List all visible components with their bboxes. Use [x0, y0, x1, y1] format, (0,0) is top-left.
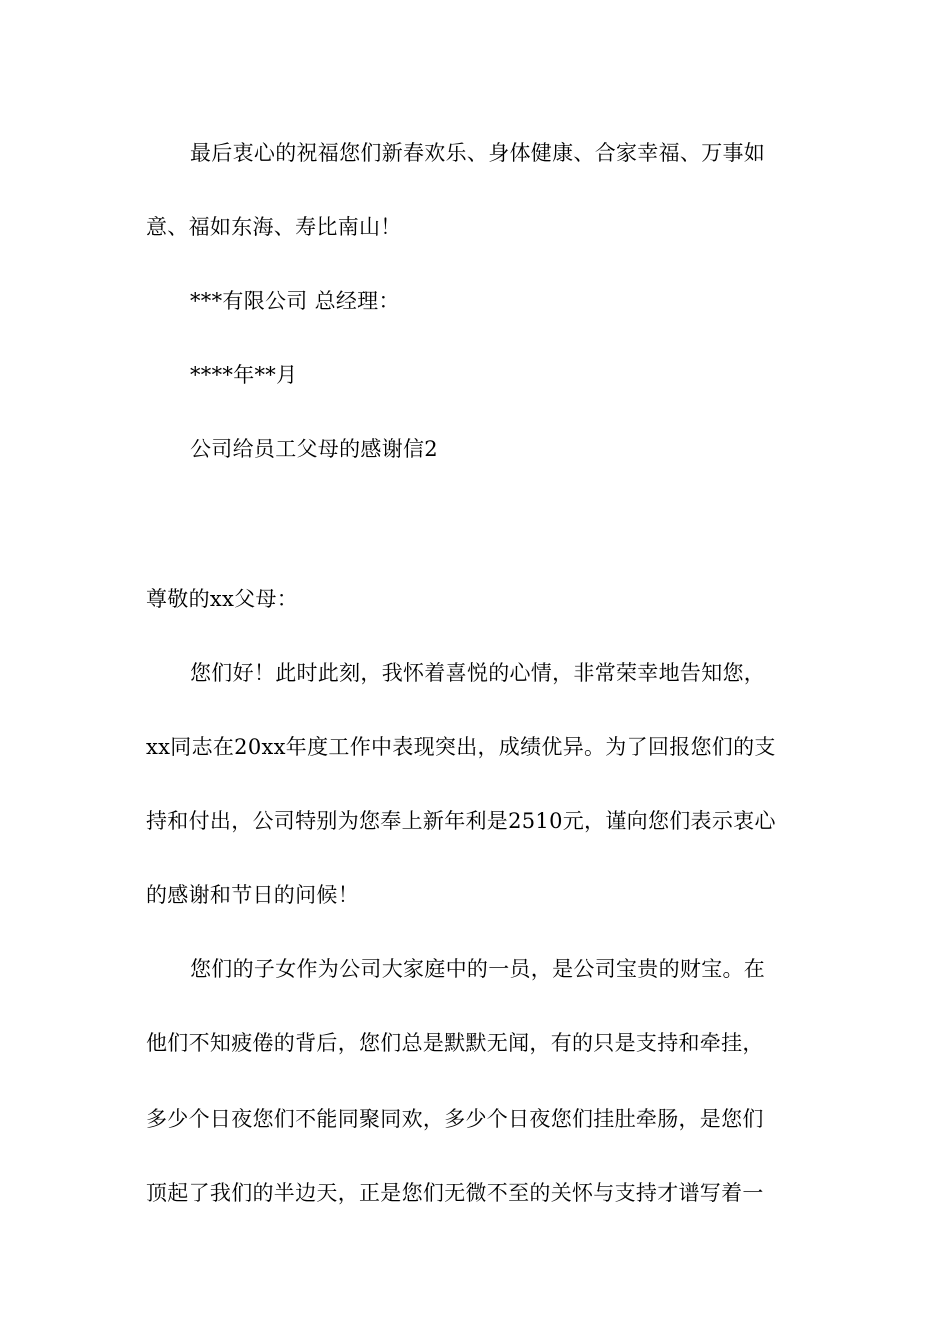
paragraph-line: 的感谢和节日的问候！: [146, 883, 359, 907]
paragraph-line: 持和付出，公司特别为您奉上新年利是2510元，谨向您们表示衷心: [146, 809, 776, 833]
signature-date: ****年**月: [190, 363, 298, 387]
paragraph-line: 最后衷心的祝福您们新春欢乐、身体健康、合家幸福、万事如: [190, 141, 766, 165]
paragraph-line: 您们的子女作为公司大家庭中的一员，是公司宝贵的财宝。在: [190, 957, 766, 981]
paragraph-line: xx同志在20xx年度工作中表现突出，成绩优异。为了回报您们的支: [146, 735, 776, 759]
paragraph-line: 他们不知疲倦的背后，您们总是默默无闻，有的只是支持和牵挂，: [146, 1031, 764, 1055]
paragraph-line: 多少个日夜您们不能同聚同欢，多少个日夜您们挂肚牵肠，是您们: [146, 1107, 764, 1131]
signature-company: ***有限公司 总经理：: [190, 289, 400, 313]
paragraph-line: 意、福如东海、寿比南山！: [146, 215, 402, 239]
letter-title: 公司给员工父母的感谢信2: [190, 437, 438, 461]
salutation: 尊敬的xx父母：: [146, 587, 299, 611]
paragraph-line: 顶起了我们的半边天，正是您们无微不至的关怀与支持才谱写着一: [146, 1181, 764, 1205]
paragraph-line: 您们好！此时此刻，我怀着喜悦的心情，非常荣幸地告知您，: [190, 661, 766, 685]
